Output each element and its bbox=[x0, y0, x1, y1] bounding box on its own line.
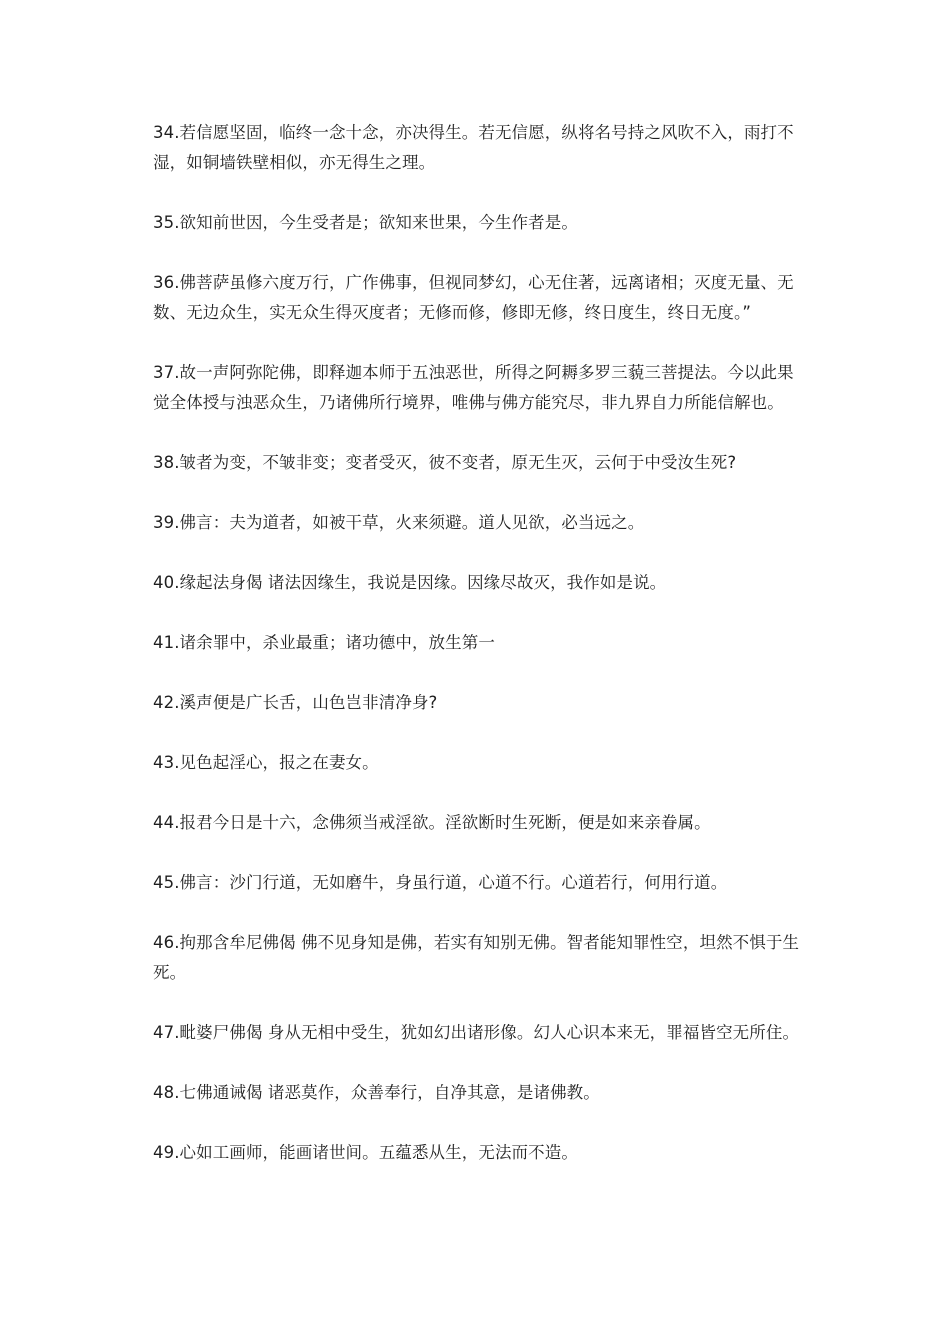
quote-36: 36.佛菩萨虽修六度万行，广作佛事，但视同梦幻，心无住著，远离诸相；灭度无量、无数、无边众生，实无众生得灭度者；无修而修，修即无修，终日度生，终日无度。” bbox=[153, 273, 794, 322]
quote-44: 44.报君今日是十六，念佛须当戒淫欲。淫欲断时生死断，便是如来亲眷属。 bbox=[153, 813, 711, 832]
quote-40: 40.缘起法身偈 诸法因缘生，我说是因缘。因缘尽故灭，我作如是说。 bbox=[153, 573, 667, 592]
quote-39: 39.佛言：夫为道者，如被干草，火来须避。道人见欲，必当远之。 bbox=[153, 513, 645, 532]
quote-47: 47.毗婆尸佛偈 身从无相中受生，犹如幻出诸形像。幻人心识本来无，罪福皆空无所住。 bbox=[153, 1023, 800, 1042]
quote-41: 41.诸余罪中，杀业最重；诸功德中，放生第一 bbox=[153, 633, 495, 652]
quote-46: 46.拘那含牟尼佛偈 佛不见身知是佛，若实有知别无佛。智者能知罪性空，坦然不惧于生死。 bbox=[153, 933, 800, 982]
quote-38: 38.皱者为变，不皱非变；变者受灭，彼不变者，原无生灭，云何于中受汝生死? bbox=[153, 453, 737, 472]
quote-35: 35.欲知前世因，今生受者是；欲知来世果，今生作者是。 bbox=[153, 213, 578, 232]
quote-37: 37.故一声阿弥陀佛，即释迦本师于五浊恶世，所得之阿耨多罗三藐三菩提法。今以此果觉全体授与浊恶众生，乃诸佛所行境界，唯佛与佛方能究尽，非九界自力所能信解也。 bbox=[153, 363, 794, 412]
quote-48: 48.七佛通诫偈 诸恶莫作，众善奉行，自净其意，是诸佛教。 bbox=[153, 1083, 600, 1102]
quote-43: 43.见色起淫心，报之在妻女。 bbox=[153, 753, 379, 772]
quote-42: 42.溪声便是广长舌，山色岂非清净身? bbox=[153, 693, 438, 712]
quote-34: 34.若信愿坚固，临终一念十念，亦决得生。若无信愿，纵将名号持之风吹不入，雨打不湿，如铜墙铁壁相似，亦无得生之理。 bbox=[153, 123, 794, 172]
quote-45: 45.佛言：沙门行道，无如磨牛，身虽行道，心道不行。心道若行，何用行道。 bbox=[153, 873, 728, 892]
quote-list bbox=[153, 118, 803, 1198]
quote-49: 49.心如工画师，能画诸世间。五蕴悉从生，无法而不造。 bbox=[153, 1143, 578, 1162]
